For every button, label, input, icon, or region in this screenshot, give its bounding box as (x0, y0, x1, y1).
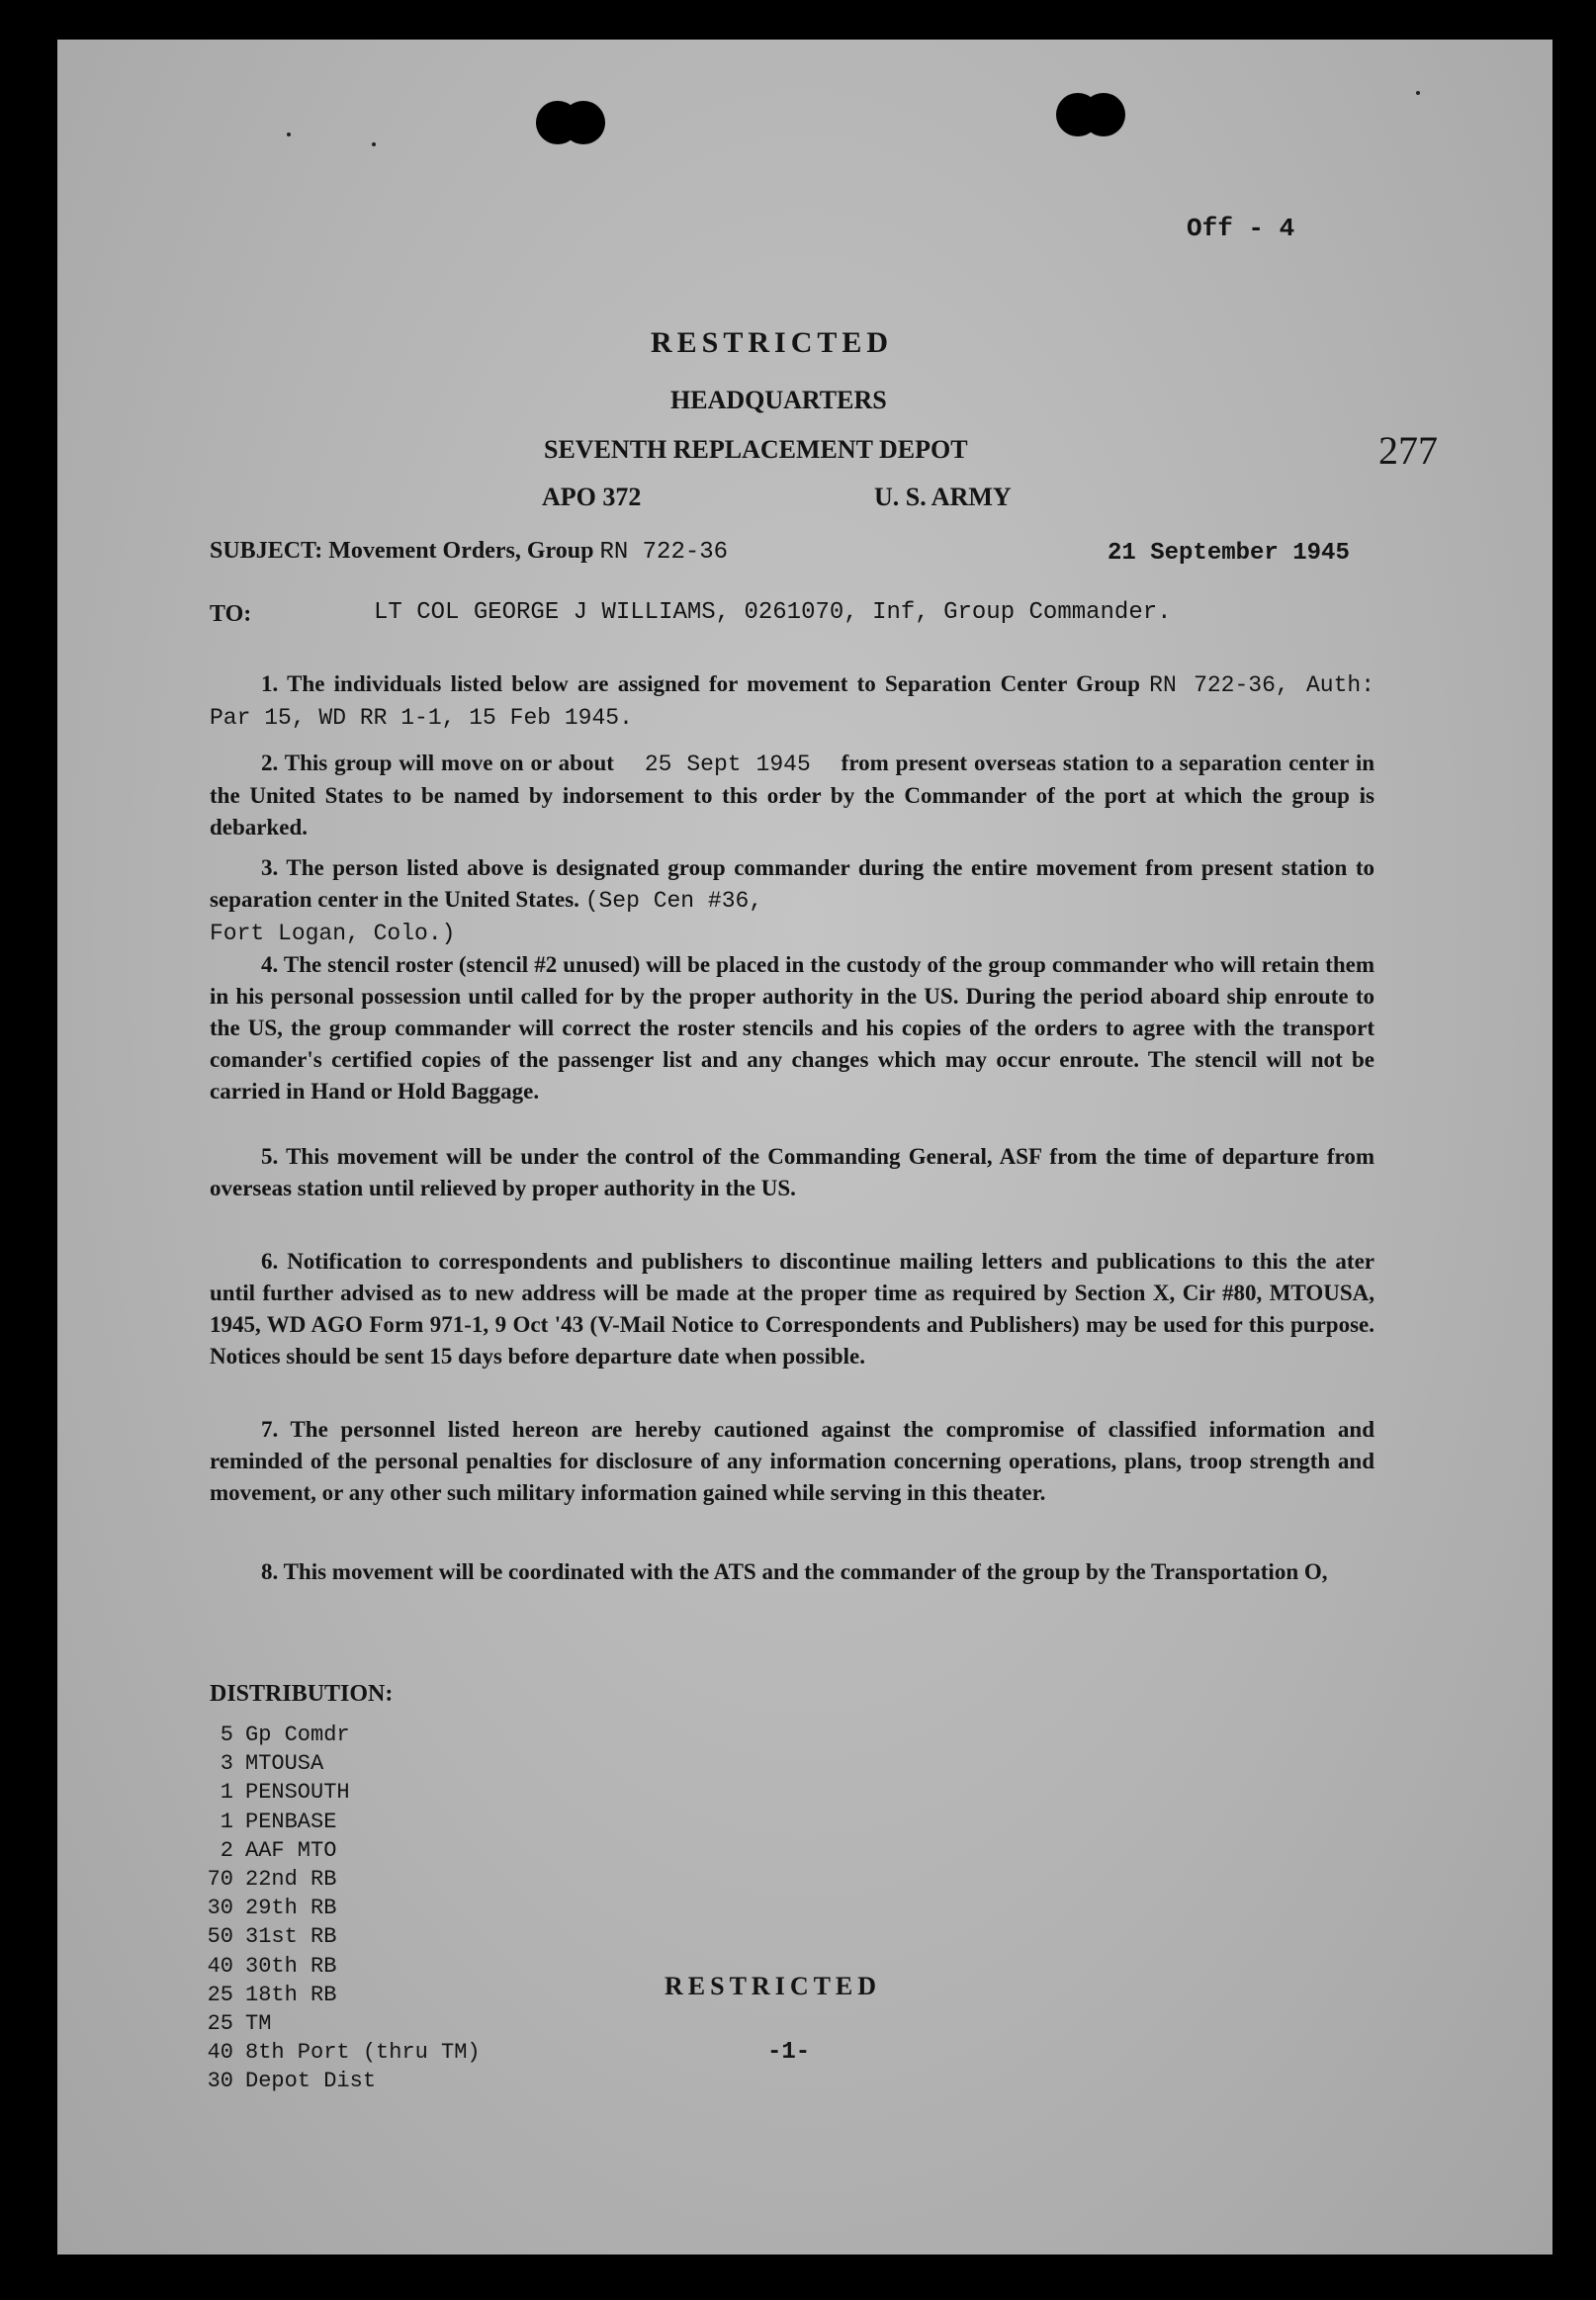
distribution-item (200, 1952, 481, 1981)
distribution-unit: 18th RB (245, 1982, 337, 2007)
distribution-unit: PENBASE (245, 1809, 337, 1834)
distribution-item (200, 2067, 481, 2095)
speck (287, 133, 291, 136)
org-headquarters: HEADQUARTERS (670, 386, 887, 414)
distribution-item (200, 2009, 481, 2038)
distribution-item (200, 1721, 481, 1749)
order-date: 21 September 1945 (1108, 540, 1350, 567)
subject-group: RN 722-36 (599, 539, 729, 566)
distribution-unit: Gp Comdr (245, 1723, 350, 1747)
speck (1416, 91, 1420, 95)
paragraph-5: 5. This movement will be under the control of the Commanding General, ASF from the time of departure from overseas station until relieved by proper authority in the US. (210, 1144, 1374, 1200)
paragraph-2: 2. This group will move on or about 25 Sept 1945 from present overseas station to a separation center in the United States to be named by indorsement to this order by the Commander of the port at which the group is debarked. (210, 751, 1375, 840)
distribution-item (200, 1836, 481, 1865)
paragraph-4: 4. The stencil roster (stencil #2 unused) will be placed in the custody of the group commander who will retain them in his personal possession until called for by the proper authority in the US. During the period aboard ship enroute to the US, the group commander will correct the roster stencils and his copies of the orders to agree with the transport comander's certified copies of the passenger list and any changes which may occur enroute. The stencil will not be carried in Hand or Hold Baggage. (210, 952, 1374, 1104)
army-label: U. S. ARMY (874, 483, 1012, 511)
classification-bottom: RESTRICTED (665, 1972, 882, 2000)
distribution-count: 25 (207, 2011, 233, 2037)
distribution-count: 30 (207, 1896, 233, 1921)
paragraph-8: 8. This movement will be coordinated with the ATS and the commander of the group by the Transportation O, (261, 1559, 1328, 1584)
distribution-item (200, 1778, 481, 1807)
distribution-unit: Depot Dist (245, 2069, 377, 2094)
distribution-item (200, 1981, 481, 2009)
page-stamp-number: 277 (1378, 428, 1438, 473)
distribution-unit: 29th RB (245, 1896, 337, 1921)
paragraph-1: 1. The individuals listed below are assigned for movement to Separation Center Group RN 722-36, Auth: Par 15, WD RR 1-1, 15 Feb 1945. (210, 671, 1374, 731)
distribution-unit: 22nd RB (245, 1867, 337, 1893)
org-depot: SEVENTH REPLACEMENT DEPOT (544, 435, 968, 464)
distribution-count: 2 (220, 1837, 233, 1863)
distribution-count: 5 (220, 1723, 233, 1747)
distribution-count: 40 (207, 2040, 233, 2066)
distribution-count: 50 (207, 1924, 233, 1950)
page-number: -1- (767, 2039, 811, 2066)
subject-line (210, 538, 728, 566)
distribution-item (200, 1922, 481, 1951)
speck (372, 142, 376, 146)
distribution-count: 25 (207, 1982, 233, 2007)
distribution-item (200, 1749, 481, 1778)
classification-top: RESTRICTED (651, 326, 894, 359)
subject-label: SUBJECT: (210, 538, 323, 564)
distribution-heading: DISTRIBUTION: (210, 1681, 394, 1707)
distribution-item (200, 1894, 481, 1922)
distribution-unit: 8th Port (thru TM) (245, 2040, 481, 2066)
distribution-item (200, 1865, 481, 1894)
distribution-item (200, 1808, 481, 1836)
subject-text: Movement Orders, Group (328, 538, 594, 564)
distribution-count: 40 (207, 1953, 233, 1979)
paragraph-6: 6. Notification to correspondents and publishers to discontinue mailing letters and publications to this the ater until further advised as to new address will be made at the proper time as required by Section X, Cir #80, MTOUSA, 1945, WD AGO Form 971-1, 9 Oct '43 (V-Mail Notice to Correspondents and Publishers) may be used for this purpose. Notices should be sent 15 days before departure date when possible. (210, 1249, 1374, 1369)
distribution-unit: TM (245, 2011, 272, 2037)
to-label: TO: (210, 601, 252, 627)
distribution-count: 1 (220, 1809, 233, 1834)
distribution-count: 3 (220, 1751, 233, 1777)
distribution-unit: PENSOUTH (245, 1780, 350, 1806)
paragraph-7: 7. The personnel listed hereon are hereby cautioned against the compromise of classified information and reminded of the personal penalties for disclosure of any information concerning operations, plans, troop strength and movement, or any other such military information gained while serving in this theater. (210, 1417, 1374, 1505)
to-recipient: LT COL GEORGE J WILLIAMS, 0261070, Inf, Group Commander. (374, 599, 1172, 626)
apo-number: APO 372 (542, 483, 642, 511)
distribution-count: 1 (220, 1780, 233, 1806)
distribution-unit: 30th RB (245, 1953, 337, 1979)
distribution-list (200, 1721, 481, 2096)
distribution-count: 70 (207, 1867, 233, 1893)
document-page (57, 40, 1552, 2255)
distribution-item (200, 2038, 481, 2067)
distribution-unit: 31st RB (245, 1924, 337, 1950)
paragraph-3: 3. The person listed above is designated group commander during the entire movement from present station to separation center in the United States. (Sep Cen #36, Fort Logan, Colo.) (210, 855, 1374, 946)
distribution-unit: MTOUSA (245, 1751, 324, 1777)
office-reference: Off - 4 (1187, 214, 1295, 243)
distribution-count: 30 (207, 2069, 233, 2094)
punch-hole (1082, 93, 1125, 136)
punch-hole (562, 101, 605, 144)
distribution-unit: AAF MTO (245, 1837, 337, 1863)
